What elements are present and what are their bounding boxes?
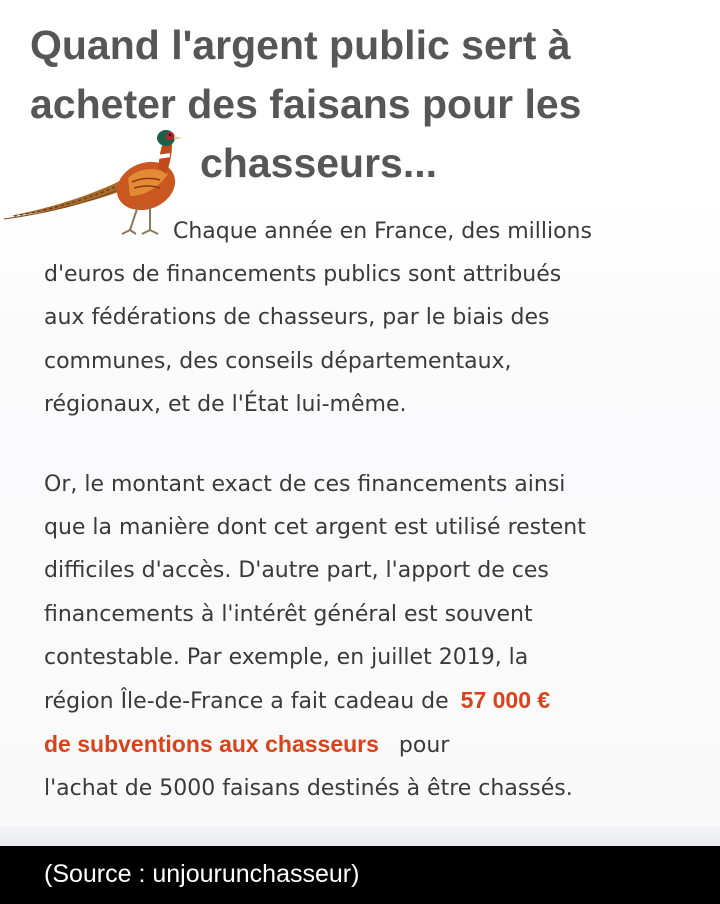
subsidy-amount-highlight: 57 000 € <box>460 687 551 714</box>
paragraph-2-line <box>44 723 684 767</box>
paragraph-1-line: d'euros de financements publics sont attribués <box>44 262 562 288</box>
paragraph-1-line: communes, des conseils départementaux, <box>44 348 512 374</box>
subsidy-recipient-highlight: de subventions aux chasseurs <box>44 731 379 758</box>
headline-line-3: chasseurs... <box>200 140 438 186</box>
source-caption: (Source : unjourunchasseur) <box>44 860 360 888</box>
headline-line-1: Quand l'argent public sert à <box>30 22 571 68</box>
paragraph-1-line: Chaque année en France, des millions <box>173 219 592 244</box>
headline-line-2: acheter des faisans pour les <box>30 81 582 127</box>
paragraph-2-line: que la manière dont cet argent est utilisé restent <box>44 515 586 541</box>
paragraph-2 <box>44 463 684 811</box>
paragraph-2-line: difficiles d'accès. D'autre part, l'apport de ces <box>44 558 549 584</box>
paragraph-2-line-6-text: région Île-de-France a fait cadeau de <box>44 689 449 715</box>
paragraph-2-line: contestable. Par exemple, en juillet 2019, la <box>44 644 529 670</box>
bottom-fade <box>0 826 720 846</box>
source-bar <box>0 846 720 904</box>
paragraph-1-line: aux fédérations de chasseurs, par le biais des <box>44 305 550 331</box>
paragraph-2-line: Or, le montant exact de ces financements ainsi <box>44 472 566 497</box>
paragraph-1-line: régionaux, et de l'État lui-même. <box>44 391 407 417</box>
paragraph-1 <box>44 210 684 426</box>
paragraph-2-line <box>44 679 684 723</box>
paragraph-2-line: financements à l'intérêt général est souvent <box>44 601 533 627</box>
paragraph-2-after-highlight: pour <box>398 733 450 759</box>
paragraph-2-line: l'achat de 5000 faisans destinés à être chassés. <box>44 776 573 802</box>
